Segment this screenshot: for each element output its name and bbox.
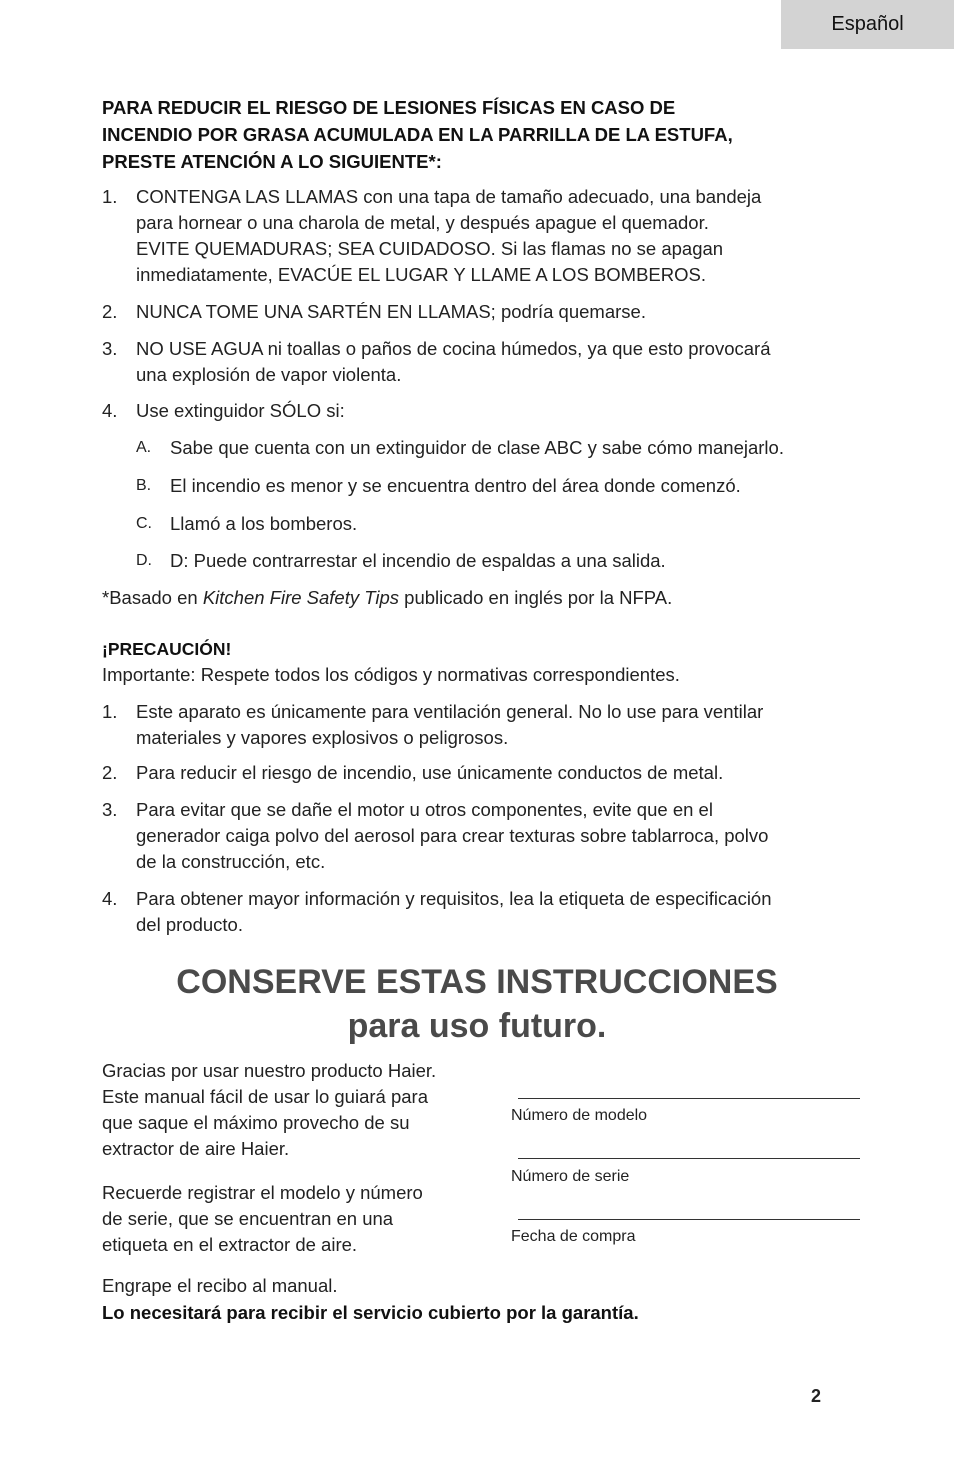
warning-item-2 [102,299,862,325]
staple-note: Engrape el recibo al manual. [102,1275,338,1296]
subitem-b [136,473,890,499]
paragraph-line: de serie, que se encuentran en una [102,1208,394,1229]
subitem-text: El incendio es menor y se encuentra dentro del área donde comenzó. [170,475,741,496]
item-line: del producto. [136,914,243,935]
subitem-text: Sabe que cuenta con un extinguidor de clase ABC y sabe cómo manejarlo. [170,437,784,458]
footnote [102,585,862,611]
item-line: CONTENGA LAS LLAMAS con una tapa de tamaño adecuado, una bandeja [136,186,762,207]
paragraph-line: que saque el máximo provecho de su [102,1112,410,1133]
subitem-c [136,511,890,537]
item-line: NUNCA TOME UNA SARTÉN EN LLAMAS; podría quemarse. [136,301,646,322]
register-paragraph [102,1180,502,1258]
subitem-letter: B. [136,477,152,494]
item-number: 3. [102,799,118,820]
subitem-letter: D. [136,552,152,569]
caution-intro: Importante: Respete todos los códigos y normativas correspondientes. [102,664,680,685]
language-tab: Español [781,0,954,49]
page-number: 2 [811,1386,822,1406]
item-number: 2. [102,762,118,783]
item-line: inmediatamente, EVACÚE EL LUGAR Y LLAME A LOS BOMBEROS. [136,264,706,285]
item-number: 1. [102,701,118,722]
item-line: Para obtener mayor información y requisitos, lea la etiqueta de especificación [136,888,772,909]
save-instructions-title: CONSERVE ESTAS INSTRUCCIONES [176,963,778,1001]
item-line: Use extinguidor SÓLO si: [136,400,345,421]
item-number: 4. [102,400,118,421]
item-number: 3. [102,338,118,359]
model-number-line[interactable] [518,1098,860,1099]
footnote-suffix: publicado en inglés por la NFPA. [399,587,673,608]
model-number-label: Número de modelo [511,1107,648,1124]
thanks-paragraph [102,1058,502,1162]
item-line: generador caiga polvo del aerosol para crear texturas sobre tablarroca, polvo [136,825,769,846]
subitem-text: Llamó a los bomberos. [170,513,358,534]
footnote-italic: Kitchen Fire Safety Tips [202,587,400,608]
caution-item-2 [102,760,862,786]
paragraph-line: extractor de aire Haier. [102,1138,290,1159]
item-line: Para reducir el riesgo de incendio, use únicamente conductos de metal. [136,762,724,783]
item-number: 1. [102,186,118,207]
warning-heading-line: PRESTE ATENCIÓN A LO SIGUIENTE*: [102,151,442,172]
caution-item-4 [102,886,862,938]
subitem-letter: C. [136,515,152,532]
item-number: 2. [102,301,118,322]
serial-number-label: Número de serie [511,1168,630,1185]
item-line: EVITE QUEMADURAS; SEA CUIDADOSO. Si las flamas no se apagan [136,238,724,259]
warning-item-3 [102,336,862,388]
warning-heading [102,94,862,175]
item-number: 4. [102,888,118,909]
paragraph-line: Gracias por usar nuestro producto Haier. [102,1060,437,1081]
subitem-a [136,435,890,461]
serial-number-line[interactable] [518,1158,860,1159]
item-line: Este aparato es únicamente para ventilación general. No lo use para ventilar [136,701,764,722]
item-line: para hornear o una charola de metal, y después apague el quemador. [136,212,709,233]
subitem-letter: A. [136,439,152,456]
warning-heading-line: INCENDIO POR GRASA ACUMULADA EN LA PARRILLA DE LA ESTUFA, [102,124,733,145]
subitem-text: D: Puede contrarrestar el incendio de espaldas a una salida. [170,550,666,571]
item-line: materiales y vapores explosivos o peligrosos. [136,727,509,748]
warning-heading-line: PARA REDUCIR EL RIESGO DE LESIONES FÍSICAS EN CASO DE [102,97,676,118]
purchase-date-line[interactable] [518,1219,860,1220]
paragraph-line: etiqueta en el extractor de aire. [102,1234,358,1255]
item-line: NO USE AGUA ni toallas o paños de cocina húmedos, ya que esto provocará [136,338,771,359]
caution-title: ¡PRECAUCIÓN! [102,639,232,659]
subitem-d [136,548,890,574]
caution-item-1 [102,699,862,751]
caution-item-3 [102,797,862,875]
warning-item-4 [102,398,862,424]
item-line: de la construcción, etc. [136,851,326,872]
purchase-date-label: Fecha de compra [511,1228,636,1245]
footnote-prefix: *Basado en [102,587,203,608]
warranty-note: Lo necesitará para recibir el servicio cubierto por la garantía. [102,1302,639,1323]
item-line: una explosión de vapor violenta. [136,364,402,385]
save-instructions-subtitle: para uso futuro. [347,1007,607,1045]
item-line: Para evitar que se dañe el motor u otros componentes, evite que en el [136,799,713,820]
paragraph-line: Recuerde registrar el modelo y número [102,1182,423,1203]
warning-item-1 [102,184,862,288]
paragraph-line: Este manual fácil de usar lo guiará para [102,1086,428,1107]
